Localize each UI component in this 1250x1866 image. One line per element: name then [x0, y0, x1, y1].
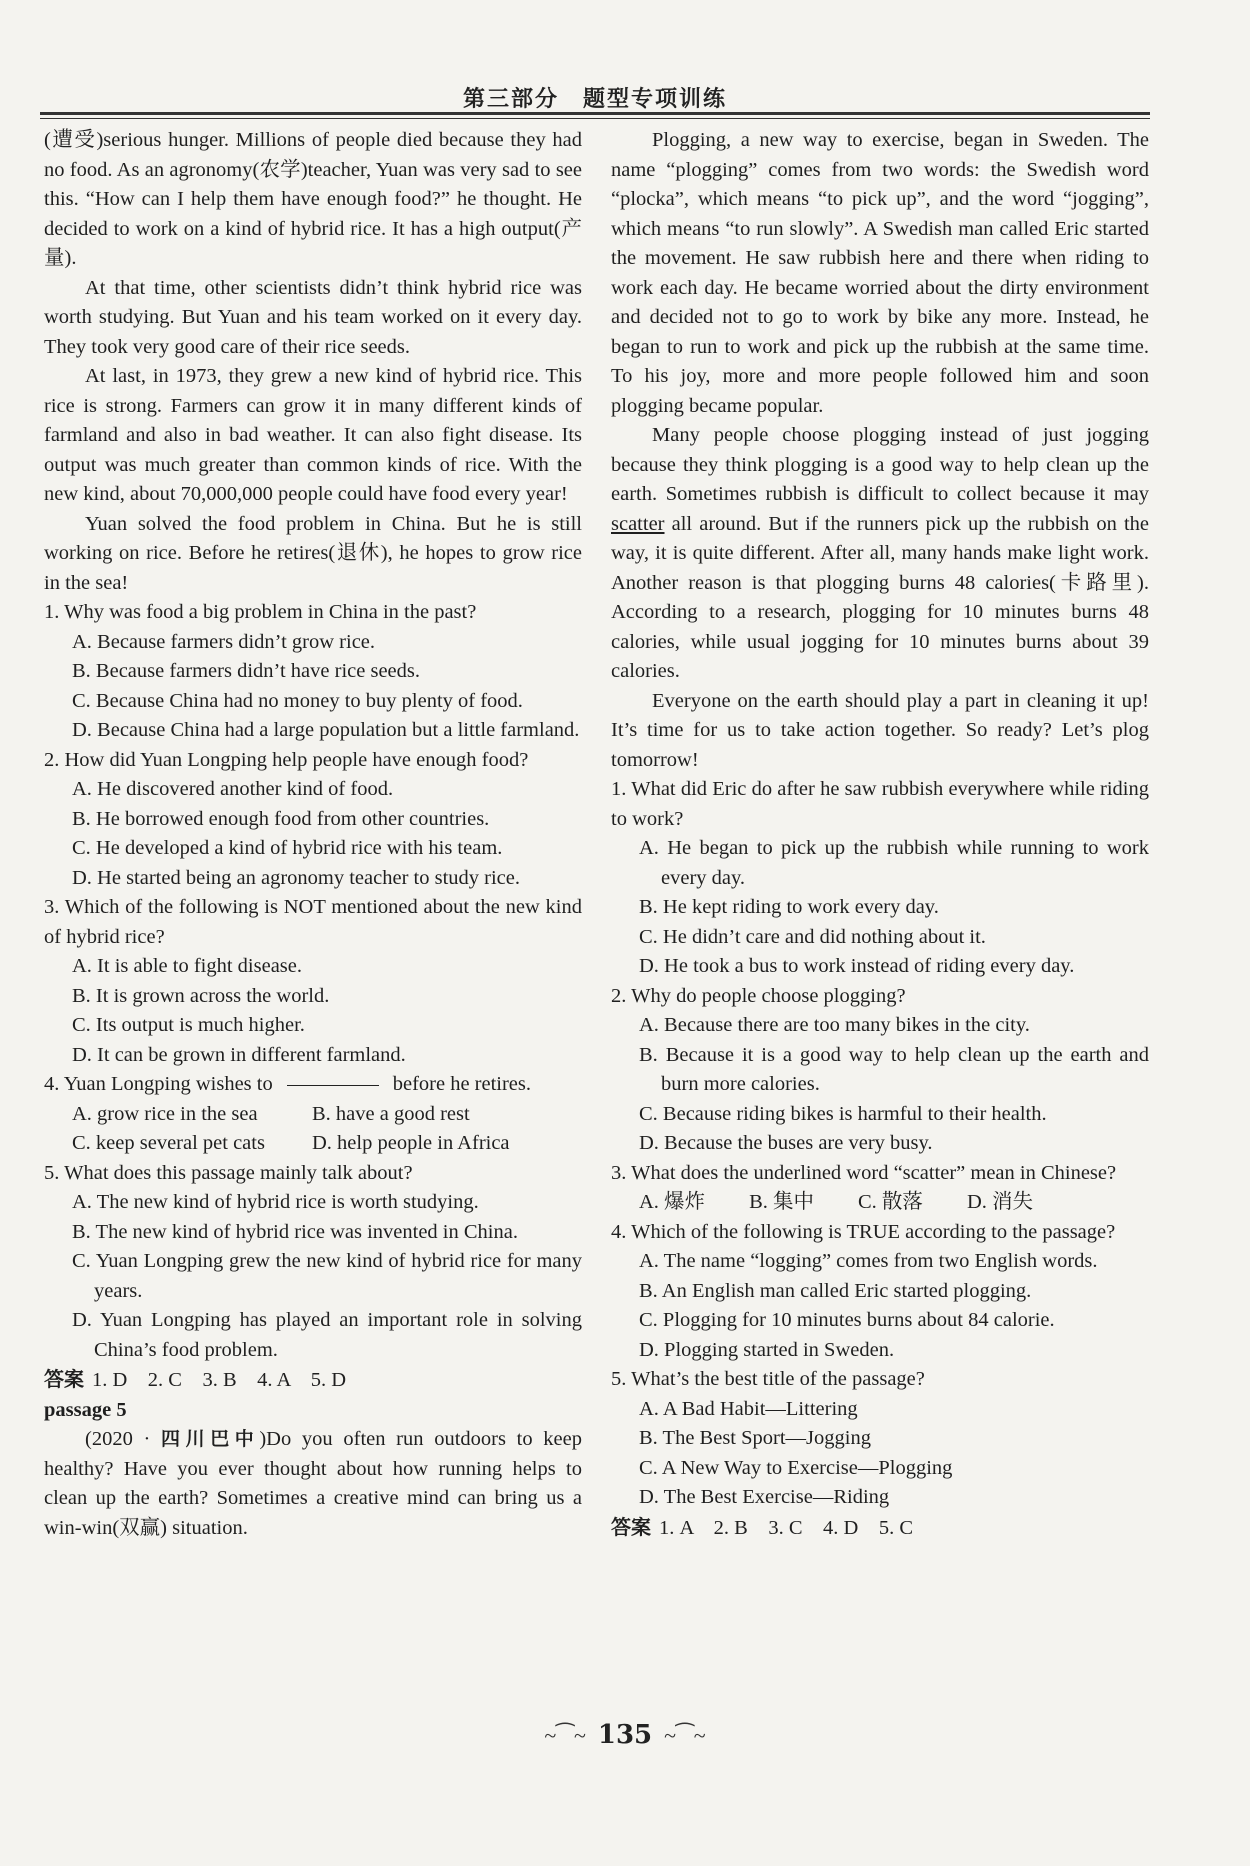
answer-key: [44, 1365, 582, 1396]
paragraph: (遭受)serious hunger. Millions of people died because they had no food. As an agronomy(农学)teacher, Yuan was very sad to see this. “How can I help them have enough food?” he thought. He decided to work on a kind of hybrid rice. It has a high output(产量).: [44, 129, 582, 269]
paragraph: At that time, other scientists didn’t think hybrid rice was worth studying. But Yuan and his team worked on it every day. They took very good care of their rice seeds.: [44, 276, 582, 358]
option: C. keep several pet cats: [72, 1132, 265, 1154]
option: B. Because farmers didn’t have rice seeds.: [72, 660, 420, 682]
question: 5. What does this passage mainly talk about?: [44, 1161, 413, 1184]
page-number: 135: [597, 1720, 653, 1750]
option-row: [639, 1188, 1149, 1218]
right-column: [611, 126, 1149, 1543]
option: D. He took a bus to work instead of riding every day.: [639, 955, 1075, 977]
option: A. A Bad Habit—Littering: [639, 1397, 858, 1420]
option: C. Its output is much higher.: [72, 1014, 305, 1036]
option: D. He started being an agronomy teacher to study rice.: [72, 866, 520, 889]
option: D. Plogging started in Sweden.: [639, 1338, 895, 1361]
question: 2. How did Yuan Longping help people have enough food?: [44, 748, 529, 771]
underlined-word: scatter: [611, 512, 665, 535]
option: A. He began to pick up the rubbish while running to work every day.: [639, 837, 1149, 889]
option: C. Plogging for 10 minutes burns about 84 calorie.: [639, 1309, 1055, 1331]
answer-blank: [287, 1084, 379, 1086]
option: D. It can be grown in different farmland.: [72, 1043, 406, 1066]
option: C. Yuan Longping grew the new kind of hybrid rice for many years.: [72, 1250, 582, 1302]
question-text: before he retires.: [392, 1073, 532, 1095]
section-title: 第三部分 题型专项训练: [462, 87, 727, 112]
option: B. Because it is a good way to help clean up the earth and burn more calories.: [639, 1043, 1149, 1095]
flourish-right-icon: ~⁀~: [664, 1723, 706, 1748]
option: B. He kept riding to work every day.: [639, 896, 939, 918]
question: 1. What did Eric do after he saw rubbish everywhere while riding to work?: [611, 778, 1149, 830]
paragraph: Plogging, a new way to exercise, began in Sweden. The name “plogging” comes from two words: the Swedish word “plocka”, which means “to pick up”, and the word “jogging”, which means “to run slowly”. A Swedish man called Eric started the movement. He saw rubbish here and there when riding to work each day. He became worried about the dirty environment and decided not to go to work by bike any more. Instead, he began to run to work and pick up the rubbish at the same time. To his joy, more and more people followed him and soon plogging became popular.: [611, 129, 1149, 417]
page-header: [40, 72, 1150, 116]
option: A. 爆炸: [639, 1191, 706, 1213]
question: 3. Which of the following is NOT mentioned about the new kind of hybrid rice?: [44, 896, 582, 948]
answer-values: 1. A 2. B 3. C 4. D 5. C: [659, 1516, 913, 1539]
option: C. A New Way to Exercise—Plogging: [639, 1456, 953, 1479]
paragraph: [44, 1425, 582, 1543]
option: B. The Best Sport—Jogging: [639, 1427, 871, 1449]
option: D. Yuan Longping has played an important role in solving China’s food problem.: [72, 1309, 582, 1361]
option: A. He discovered another kind of food.: [72, 778, 394, 800]
option: B. An English man called Eric started plogging.: [639, 1279, 1032, 1302]
option: B. He borrowed enough food from other countries.: [72, 807, 490, 830]
option: B. 集中: [749, 1191, 814, 1213]
option: D. Because China had a large population but a little farmland.: [72, 719, 580, 741]
answer-label: 答案: [44, 1367, 84, 1391]
paragraph: Everyone on the earth should play a part in cleaning it up! It’s time for us to take action together. So ready? Let’s plog tomorrow!: [611, 689, 1149, 771]
header-rule: [40, 112, 1150, 115]
option: A. It is able to fight disease.: [72, 955, 303, 977]
question: 3. What does the underlined word “scatter” mean in Chinese?: [611, 1161, 1117, 1184]
question: 2. Why do people choose plogging?: [611, 984, 906, 1007]
answer-label: 答案: [611, 1514, 651, 1539]
question: [44, 1070, 582, 1100]
option: D. The Best Exercise—Riding: [639, 1486, 890, 1508]
option: C. He didn’t care and did nothing about it.: [639, 925, 986, 948]
option: A. grow rice in the sea: [72, 1102, 258, 1125]
question: 1. Why was food a big problem in China in the past?: [44, 601, 477, 623]
paragraph: [611, 421, 1149, 687]
paragraph: Yuan solved the food problem in China. But he is still working on rice. Before he retires(退休), he hopes to grow rice in the sea!: [44, 512, 582, 594]
option-row: [72, 1129, 582, 1159]
header-rule-thin: [40, 118, 1150, 119]
option: C. 散落: [858, 1191, 923, 1213]
question-text: 4. Yuan Longping wishes to: [44, 1073, 273, 1095]
source-label: 四川巴中: [161, 1428, 260, 1450]
flourish-left-icon: ~⁀~: [544, 1723, 586, 1748]
source-prefix: (2020 ·: [85, 1428, 162, 1450]
option: C. He developed a kind of hybrid rice with his team.: [72, 837, 503, 859]
option: D. help people in Africa: [312, 1132, 510, 1154]
paragraph: At last, in 1973, they grew a new kind of hybrid rice. This rice is strong. Farmers can grow it in many different kinds of farmland and also in bad weather. It can also fight disease. Its output was much greater than common kinds of rice. With the new kind, about 70,000,000 people could have food every year!: [44, 365, 582, 505]
option: A. Because there are too many bikes in the city.: [639, 1014, 1030, 1036]
left-column: [44, 126, 582, 1543]
option: D. Because the buses are very busy.: [639, 1132, 933, 1154]
option: B. It is grown across the world.: [72, 984, 330, 1007]
option: A. The new kind of hybrid rice is worth studying.: [72, 1191, 479, 1213]
option-row: [72, 1100, 582, 1130]
passage-title: passage 5: [44, 1398, 127, 1421]
option: A. Because farmers didn’t grow rice.: [72, 630, 376, 653]
question: 5. What’s the best title of the passage?: [611, 1368, 925, 1390]
question: 4. Which of the following is TRUE according to the passage?: [611, 1220, 1116, 1243]
option: D. 消失: [966, 1191, 1033, 1213]
answer-values: 1. D 2. C 3. B 4. A 5. D: [92, 1369, 346, 1391]
paragraph-text: )Do you often run outdoors to keep healthy? Have you ever thought about how running helps to clean up the earth? Sometimes a creative mind can bring us a win-win(双赢) situation.: [44, 1428, 582, 1539]
paragraph-text: Many people choose plogging instead of just jogging because they think plogging is a good way to help clean up the earth. Sometimes rubbish is difficult to collect because it may: [611, 424, 1149, 505]
option: C. Because riding bikes is harmful to their health.: [639, 1102, 1047, 1125]
answer-key: [611, 1513, 1149, 1544]
option: B. The new kind of hybrid rice was invented in China.: [72, 1220, 518, 1243]
page-footer: [0, 1720, 1250, 1750]
option: B. have a good rest: [312, 1102, 470, 1125]
option: A. The name “logging” comes from two English words.: [639, 1250, 1098, 1272]
option: C. Because China had no money to buy plenty of food.: [72, 689, 523, 712]
paragraph-text: all around. But if the runners pick up the rubbish on the way, it is quite different. After all, many hands make light work. Another reason is that plogging burns 48 calories(卡路里). According to a research, plogging for 10 minutes burns 48 calories, while usual jogging for 10 minutes burns about 39 calories.: [611, 512, 1150, 682]
